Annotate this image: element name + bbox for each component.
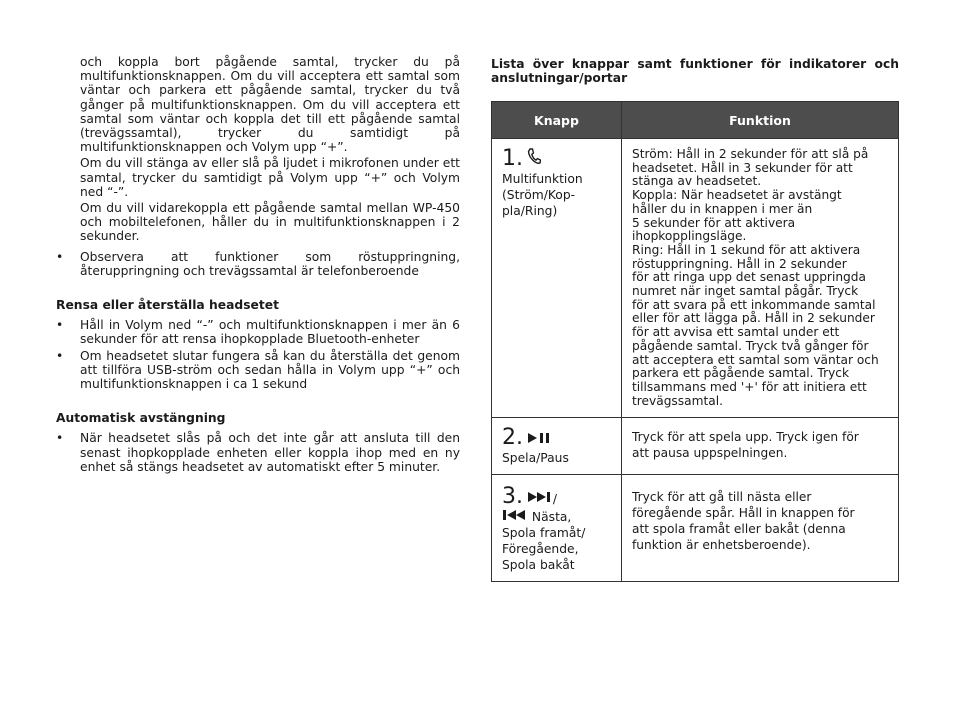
function-line: stänga av headsetet. bbox=[632, 174, 762, 189]
function-line: headsetet. Håll in 3 sekunder för att bbox=[632, 160, 853, 175]
label-line: pla/Ring) bbox=[502, 204, 558, 218]
play-pause-label bbox=[502, 450, 615, 466]
function-line: för att ringa upp det senast uppringda bbox=[632, 270, 866, 285]
bullet-dot: • bbox=[56, 249, 64, 264]
function-line: 5 sekunder för att aktivera bbox=[632, 215, 796, 230]
function-line: Koppla: När headsetet är avstängt bbox=[632, 188, 842, 203]
label-line: Nästa, bbox=[531, 510, 572, 525]
label-line: Föregående, bbox=[502, 542, 579, 557]
reset-bullet-2 bbox=[56, 349, 460, 392]
call-paragraph-2: Om du vill stänga av eller slå på ljudet i mikrofonen under ett samtal, trycker du samtidigt på Volym upp “+” och Volym ned “-”. bbox=[80, 156, 460, 199]
row-number: 3. bbox=[502, 484, 523, 510]
function-line: numret när inget samtal pågår. Tryck bbox=[632, 284, 859, 299]
function-line: för att svara på ett inkommande samtal bbox=[632, 297, 876, 312]
column-header-function: Funktion bbox=[622, 102, 899, 139]
previous-track-icon bbox=[502, 509, 528, 525]
buttons-table bbox=[491, 101, 899, 582]
auto-off-heading: Automatisk avstängning bbox=[56, 411, 226, 426]
auto-off-text: När headsetet slås på och det inte går att ansluta till den senast ihopkopplade enheten eller koppla ihop med en ny enhet så stängs headsetet av automatiskt efter 5 minuter. bbox=[80, 431, 460, 474]
button-cell-play-pause bbox=[492, 418, 622, 475]
function-line: röstuppringning. Håll in 2 sekunder bbox=[632, 256, 847, 271]
row-number: 2. bbox=[502, 425, 523, 451]
multifunction-label bbox=[502, 171, 615, 219]
label-line: Spola framåt/ bbox=[502, 526, 586, 541]
function-line: pågående samtal. Tryck två gånger för bbox=[632, 338, 869, 353]
table-header-row bbox=[492, 102, 899, 139]
label-line: Spela/Paus bbox=[502, 451, 569, 466]
function-cell-next-previous bbox=[622, 475, 899, 582]
function-line: funktion är enhetsberoende). bbox=[632, 538, 811, 553]
function-line: Ström: Håll in 2 sekunder för att slå på bbox=[632, 147, 869, 161]
buttons-list-title: Lista över knappar samt funktioner för indikatorer och anslutningar/portar bbox=[491, 57, 899, 85]
function-line: att pausa uppspelningen. bbox=[632, 446, 788, 461]
bullet-dot: • bbox=[56, 318, 64, 333]
auto-off-bullet bbox=[56, 431, 460, 474]
slash-separator: / bbox=[552, 492, 558, 507]
function-line: parkera ett pågående samtal. Tryck bbox=[632, 366, 850, 381]
reset-heading: Rensa eller återställa headsetet bbox=[56, 298, 279, 313]
call-paragraph-1: och koppla bort pågående samtal, trycker du på multifunktionsknappen. Om du vill acceptera ett samtal som väntar och parkera ett pågående samtal, trycker du två gånger på multifunktionsknappen. Om du vill acceptera ett samtal som väntar och koppla det till ett pågående samtal (trevägssamtal), trycker du samtidigt på multifunktionsknappen och Volym upp “+”. bbox=[80, 55, 460, 155]
call-instructions bbox=[56, 55, 460, 244]
column-header-button: Knapp bbox=[492, 102, 622, 139]
play-pause-icon bbox=[527, 432, 551, 448]
next-track-icon bbox=[527, 491, 553, 507]
function-line: att acceptera ett samtal som väntar och bbox=[632, 352, 879, 367]
label-line: Multifunktion bbox=[502, 172, 583, 186]
label-line: Spola bakåt bbox=[502, 558, 575, 573]
function-line: föregående spår. Håll in knappen för bbox=[632, 506, 855, 521]
reset-text-1: Håll in Volym ned “-” och multifunktionsknappen i mer än 6 sekunder för att rensa ihopkopplade Bluetooth-enheter bbox=[80, 318, 460, 347]
row-number: 1. bbox=[502, 146, 523, 171]
function-line: håller du in knappen i mer än bbox=[632, 201, 813, 216]
function-line: Tryck för att gå till nästa eller bbox=[632, 490, 812, 505]
function-line: Ring: Håll in 1 sekund för att aktivera bbox=[632, 242, 861, 257]
table-row bbox=[492, 418, 899, 475]
button-cell-next-previous bbox=[492, 475, 622, 582]
function-line: tillsammans med '+' för att initiera ett bbox=[632, 379, 867, 394]
function-line: ihopkopplingsläge. bbox=[632, 229, 747, 244]
note-bullet bbox=[56, 250, 460, 278]
function-line: eller för att lägga på. Håll in 2 sekunder bbox=[632, 311, 875, 326]
bullet-dot: • bbox=[56, 431, 64, 446]
note-text: Observera att funktioner som röstuppringning, återuppringning och trevägssamtal är telefonberoende bbox=[80, 249, 460, 278]
phone-icon bbox=[527, 148, 541, 169]
next-previous-label bbox=[502, 509, 615, 573]
function-line: att spola framåt eller bakåt (denna bbox=[632, 522, 846, 537]
function-cell-play-pause bbox=[622, 418, 899, 475]
table-row bbox=[492, 475, 899, 582]
function-cell-multifunction bbox=[622, 139, 899, 418]
function-line: för att avvisa ett samtal under ett bbox=[632, 325, 840, 340]
function-line: Tryck för att spela upp. Tryck igen för bbox=[632, 430, 859, 445]
reset-text-2: Om headsetet slutar fungera så kan du återställa det genom att tillföra USB-ström och sedan hålla in Volym upp “+” och multifunktionsknappen i ca 1 sekund bbox=[80, 348, 460, 392]
button-cell-multifunction bbox=[492, 139, 622, 418]
right-column bbox=[491, 57, 899, 85]
left-column bbox=[56, 55, 460, 474]
reset-bullet-1 bbox=[56, 318, 460, 346]
table-row bbox=[492, 139, 899, 418]
function-line: trevägssamtal. bbox=[632, 393, 723, 408]
bullet-dot: • bbox=[56, 348, 64, 363]
label-line: (Ström/Kop- bbox=[502, 188, 576, 202]
call-paragraph-3: Om du vill vidarekoppla ett pågående samtal mellan WP-450 och mobiltelefonen, håller du in multifunktionsknappen i 2 sekunder. bbox=[80, 201, 460, 244]
